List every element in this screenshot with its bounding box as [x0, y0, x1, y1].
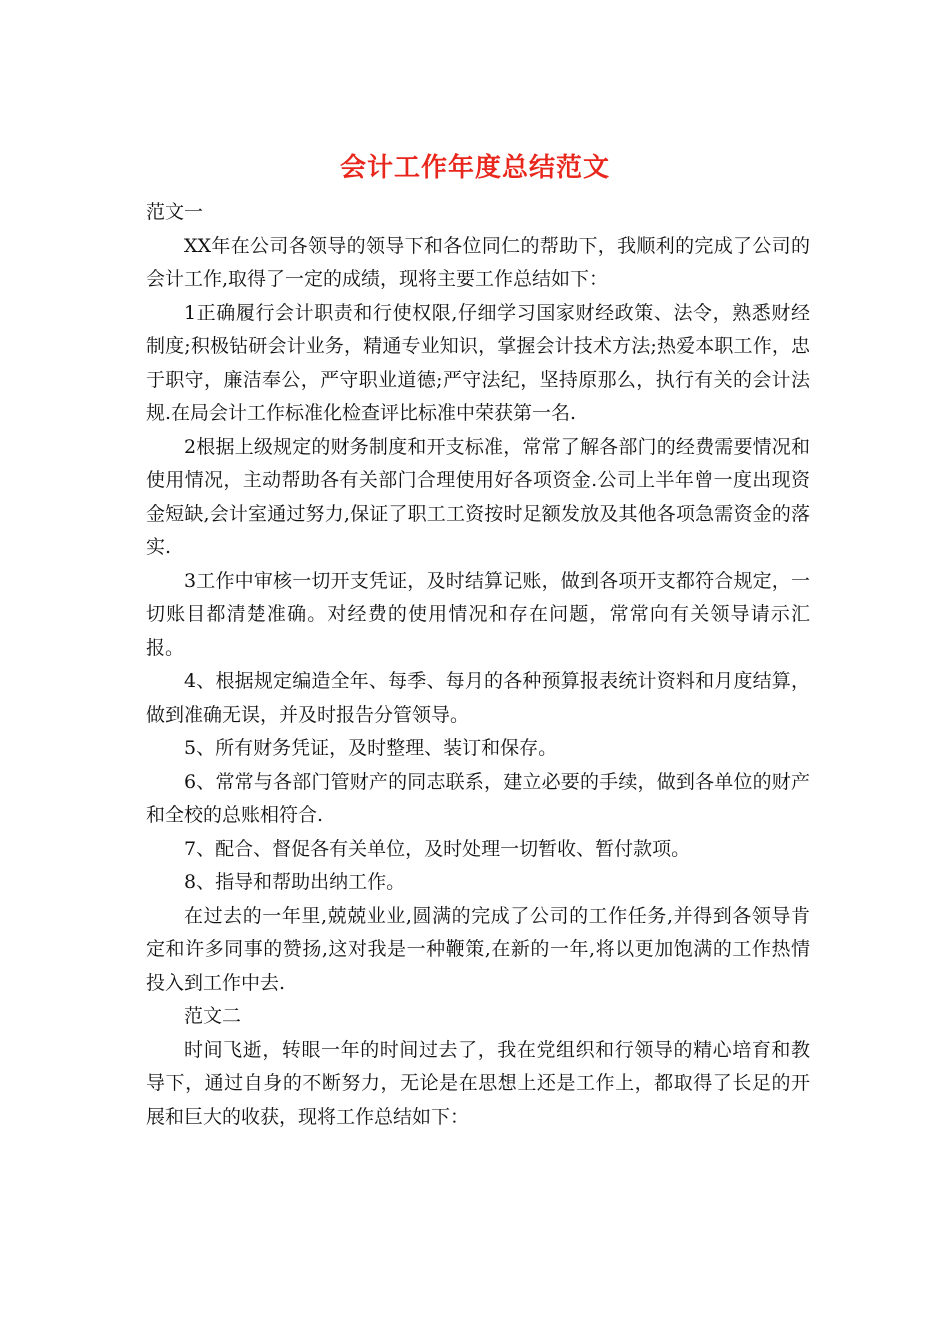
list-item: 1正确履行会计职责和行使权限,仔细学习国家财经政策、法令，熟悉财经制度;积极钻研会计业务，精通专业知识，掌握会计技术方法;热爱本职工作，忠于职守，廉洁奉公，严守职业道德;严守法纪，坚持原那么，执行有关的会计法规.在局会计工作标准化检查评比标准中荣获第一名.	[146, 301, 810, 424]
list-item: 4、根据规定编造全年、每季、每月的各种预算报表统计资料和月度结算，做到准确无误，并及时报告分管领导。	[146, 670, 810, 726]
list-item: 8、指导和帮助出纳工作。	[184, 871, 406, 893]
list-item: 3工作中审核一切开支凭证，及时结算记账，做到各项开支都符合规定，一切账目都清楚准确。对经费的使用情况和存在问题，常常向有关领导请示汇报。	[146, 569, 810, 659]
closing-paragraph: 在过去的一年里,兢兢业业,圆满的完成了公司的工作任务,并得到各领导肯定和许多同事的赞扬,这对我是一种鞭策,在新的一年,将以更加饱满的工作热情投入到工作中去.	[146, 904, 810, 994]
document-title: 会计工作年度总结范文	[339, 153, 610, 183]
list-item: 7、配合、督促各有关单位，及时处理一切暂收、暂付款项。	[184, 837, 691, 860]
list-item: 5、所有财务凭证，及时整理、装订和保存。	[184, 737, 558, 759]
section-heading-sample-two: 范文二	[184, 1005, 242, 1027]
list-item: 6、常常与各部门管财产的同志联系，建立必要的手续，做到各单位的财产和全校的总账相符合.	[146, 770, 810, 826]
intro-paragraph: XX年在公司各领导的领导下和各位同仁的帮助下，我顺利的完成了公司的会计工作,取得了一定的成绩，现将主要工作总结如下：	[146, 234, 810, 290]
document-body	[146, 196, 810, 1134]
intro-paragraph: 时间飞逝，转眼一年的时间过去了，我在党组织和行领导的精心培育和教导下，通过自身的不断努力，无论是在思想上还是工作上，都取得了长足的开展和巨大的收获，现将工作总结如下：	[146, 1038, 810, 1128]
list-item: 2根据上级规定的财务制度和开支标准，常常了解各部门的经费需要情况和使用情况，主动帮助各有关部门合理使用好各项资金.公司上半年曾一度出现资金短缺,会计室通过努力,保证了职工工资按时足额发放及其他各项急需资金的落实.	[146, 435, 810, 558]
section-heading-sample-one: 范文一	[146, 201, 204, 223]
